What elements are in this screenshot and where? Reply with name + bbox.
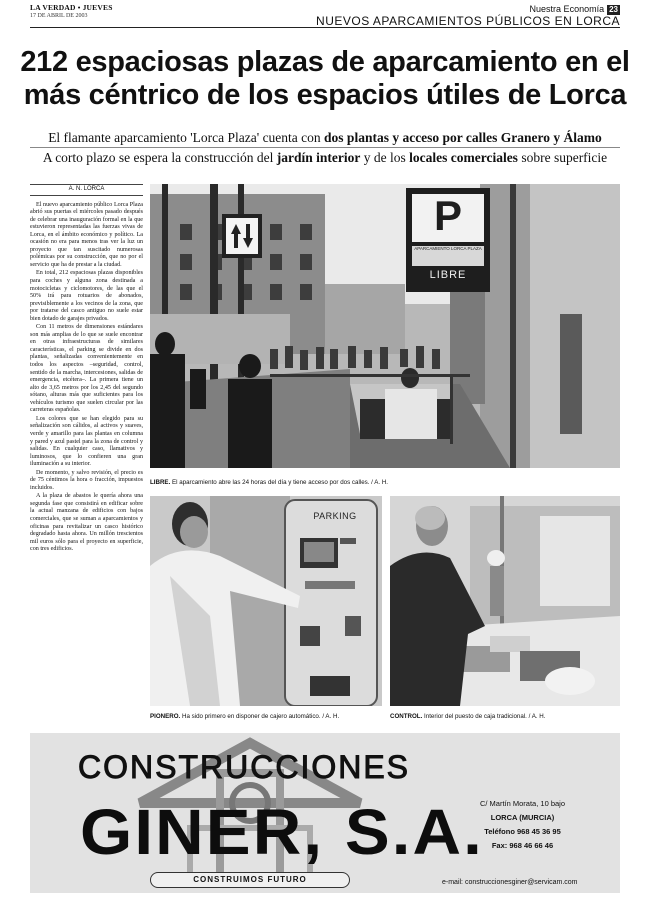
photo-cashier-desk [390, 496, 620, 706]
parking-sign-name: APARCAMIENTO LORCA PLAZA [414, 246, 482, 251]
ad-city: LORCA (MURCIA) [490, 813, 555, 822]
ad-phone: Teléfono 968 45 36 95 [484, 827, 561, 836]
article-title [20, 46, 630, 112]
ad-email: e-mail: construccionesginer@servicam.com [442, 879, 578, 886]
cashier-scene [390, 496, 620, 706]
title-line-1: 212 espaciosas plazas de aparcamiento en el [20, 46, 630, 78]
caption-3-lead: CONTROL. [390, 713, 423, 720]
subhead-2-c: y de los [360, 150, 410, 165]
subhead-2-b: jardín interior [276, 150, 361, 165]
ad-contact [430, 797, 615, 853]
caption-3-credit: / A. H. [526, 713, 546, 720]
title-line-2: más céntrico de los espacios útiles de Lorca [23, 79, 627, 111]
subhead-1-plain: El flamante aparcamiento 'Lorca Plaza' cuenta con [48, 130, 325, 145]
issue-date: 17 DE ABRIL DE 2003 [30, 13, 88, 19]
caption-3-text: Interior del puesto de caja tradicional. [422, 713, 527, 720]
ad-address: C/ Martín Morata, 10 bajo [479, 799, 566, 808]
caption-1-text: El aparcamiento abre las 24 horas del día y tiene acceso por dos calles. [170, 479, 370, 486]
section-name: Nuestra Economía [529, 4, 605, 14]
caption-photo-2 [150, 713, 382, 721]
ad-company-name: GINER, S.A. [80, 796, 484, 868]
caption-1-lead: LIBRE. [150, 479, 171, 486]
paragraph: De momento, y salvo revisión, el precio es de 75 céntimos la hora o fracción, impuestos incluidos. [30, 469, 143, 491]
paragraph: Con 11 metros de dimensiones estándares son más amplias de lo que se suele encontrar en otras infraestructuras de similares características, el parking se divide en dos plantas, señalizadas convenientemente en todos los aspectos –seguridad, control, sentido de la marcha, intercesiones, salidas de emergencia, etcétera–. La primera tiene un alto de 3,65 metros por los 2,45 del segundo sótano, alturas más que suficientes para los vehículos turismo que suelen circular por las carreteras españolas. [30, 324, 143, 414]
ad-fax: Fax: 968 46 66 46 [491, 841, 554, 850]
section-headline: NUEVOS APARCAMIENTOS PÚBLICOS EN LORCA [316, 14, 620, 28]
paragraph: El nuevo aparcamiento público Lorca Plaza abrió sus puertas el miércoles pasado después de celebrar una inauguración formal en la que estuvieron representadas las fuerzas vivas de Lorca, en el ámbito económico y político. La ocasión no era para menos tras ver la luz un proyecto que tan suscitado numerosas polémicas por su construcción, que no por el servicio que ha de prestar a la ciudad. [30, 201, 143, 268]
ad-company-line: CONSTRUCCIONES [78, 749, 411, 785]
caption-1-credit: / A. H. [369, 479, 389, 486]
parking-sign-status: LIBRE [429, 269, 467, 281]
pay-machine-scene [150, 496, 382, 706]
paragraph: En total, 212 espaciosas plazas disponibles para coches y alguna zona destinada a motocicletas y ciclomotores, de las que el 50% irá para rotuarios de abonados, previsiblemente a los vecinos de la zona, que por tratarse del casco antiguo no suele estar bien dotado de garajes privados. [30, 270, 143, 322]
paragraph: Los colores que se han elegido para su señalización son cálidos, al activos y suaves, verde y amarillo para las plantas en columna y pared y azul pastel para la zona de control y salidas. En cualquier caso, llamativos y luminosos, que lo confieren una gran iluminación a su interior. [30, 415, 143, 468]
caption-photo-1 [150, 479, 620, 487]
subhead-2-a: A corto plazo se espera la construcción del [42, 150, 277, 165]
section-header [316, 4, 620, 28]
paragraph: A la plaza de abastos le quería ahora una segunda fase que consistirá en edificar sobre la actual manzana de edificios con bajos comerciales, que se suman a aparcamientos y oficinas para revitalizar un casco histórico degradado hasta ahora. Un millón trescientos mil euros sólo para el proyecto en superficie, con tres edificios. [30, 493, 143, 553]
photo-pay-machine [150, 496, 382, 706]
article-body [30, 184, 143, 724]
subhead-1-bold: dos plantas y acceso por calles Granero y Álamo [324, 130, 602, 145]
subhead-1 [20, 130, 630, 146]
machine-label: PARKING [313, 511, 357, 521]
page-number: 23 [609, 5, 618, 14]
paper-name: LA VERDAD • JUEVES [30, 3, 113, 12]
subhead-2-d: locales comerciales [409, 150, 518, 165]
street-scene [150, 184, 620, 468]
advertisement [30, 733, 620, 893]
page-header [30, 4, 620, 28]
parking-sign-letter: P [433, 192, 462, 239]
subhead-divider [30, 147, 620, 148]
caption-2-text: Ha sido primero en disponer de cajero automático. [180, 713, 321, 720]
caption-2-credit: / A. H. [320, 713, 340, 720]
ad-slogan: CONSTRUIMOS FUTURO [150, 872, 350, 888]
byline: A. N. LORCA [30, 184, 143, 196]
caption-2-lead: PIONERO. [150, 713, 181, 720]
subhead-2-e: sobre superficie [517, 150, 608, 165]
subhead-2 [20, 150, 630, 166]
masthead [30, 4, 113, 20]
photo-parking-entrance [150, 184, 620, 468]
caption-photo-3 [390, 713, 620, 721]
